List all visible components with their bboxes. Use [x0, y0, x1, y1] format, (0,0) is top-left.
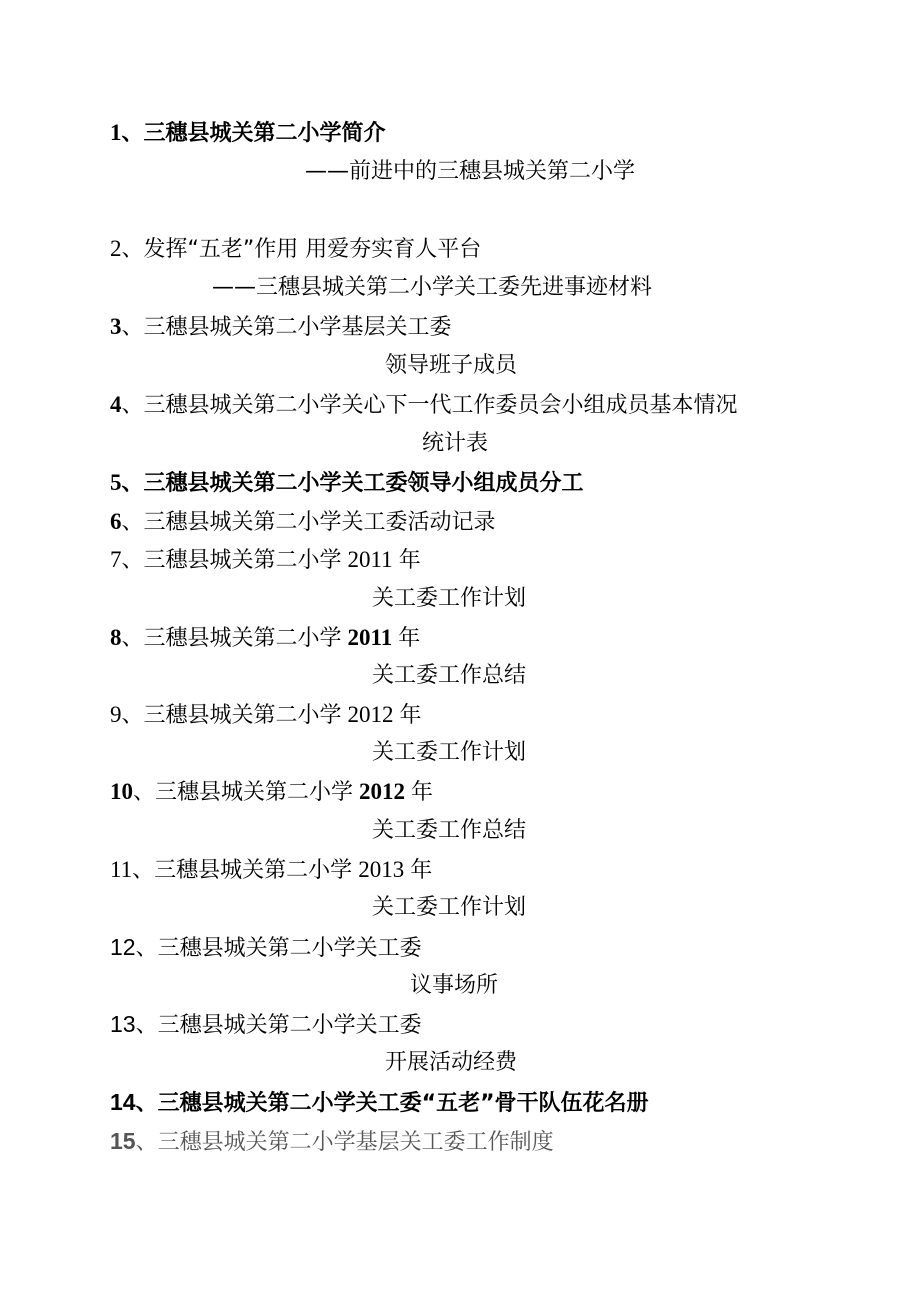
item-title: 三穗县城关第二小学关心下一代工作委员会小组成员基本情况	[143, 393, 738, 418]
toc-subtitle-3: 领导班子成员	[385, 353, 518, 378]
item-separator: 、	[121, 393, 144, 418]
toc-item-7	[110, 545, 421, 575]
item-separator: 、	[132, 858, 155, 883]
item-year-suffix: 年	[399, 703, 422, 728]
item-number: 3	[110, 314, 122, 339]
item-separator: 、	[135, 1091, 158, 1116]
item-number: 11	[110, 857, 133, 882]
item-number: 4	[110, 392, 122, 417]
item-number: 6	[110, 509, 122, 534]
item-year-suffix: 年	[398, 548, 421, 573]
item-separator: 、	[121, 471, 144, 496]
item-separator: 、	[135, 1130, 158, 1155]
item-title: 三穗县城关第二小学	[154, 858, 353, 883]
toc-subtitle-13: 开展活动经费	[385, 1050, 518, 1075]
toc-subtitle-9: 关工委工作计划	[372, 740, 527, 765]
item-separator: 、	[135, 1013, 158, 1038]
toc-subtitle-2: ——三穗县城关第二小学关工委先进事迹材料	[212, 275, 653, 300]
item-title: 三穗县城关第二小学关工委活动记录	[143, 510, 496, 535]
item-title: 发挥“五老”作用 用爱夯实育人平台	[143, 237, 482, 262]
item-title: 三穗县城关第二小学关工委“五老”骨干队伍花名册	[157, 1091, 649, 1116]
item-title: 三穗县城关第二小学	[143, 703, 342, 728]
item-title: 三穗县城关第二小学简介	[143, 121, 386, 146]
item-separator: 、	[121, 510, 144, 535]
toc-item-2	[110, 234, 481, 264]
item-number: 12	[110, 934, 136, 960]
toc-item-12	[110, 932, 422, 962]
toc-item-13	[110, 1009, 422, 1039]
item-separator: 、	[121, 121, 144, 146]
item-separator: 、	[121, 237, 144, 262]
toc-item-11	[110, 855, 432, 885]
item-year-suffix: 年	[410, 858, 433, 883]
item-number: 15	[110, 1128, 136, 1154]
item-title: 三穗县城关第二小学	[143, 626, 342, 651]
item-number: 8	[110, 625, 122, 650]
item-separator: 、	[133, 780, 156, 805]
item-separator: 、	[121, 703, 144, 728]
item-separator: 、	[121, 315, 144, 340]
toc-subtitle-11: 关工委工作计划	[372, 895, 527, 920]
item-year: 2012	[347, 702, 394, 727]
item-number: 2	[110, 236, 122, 261]
item-separator: 、	[121, 548, 144, 573]
item-title: 三穗县城关第二小学	[155, 780, 354, 805]
toc-item-4	[110, 390, 738, 420]
item-number: 10	[110, 779, 133, 804]
item-year-suffix: 年	[398, 626, 421, 651]
item-title: 三穗县城关第二小学	[143, 548, 342, 573]
item-number: 9	[110, 702, 122, 727]
item-number: 7	[110, 547, 122, 572]
toc-subtitle-10: 关工委工作总结	[372, 818, 527, 843]
toc-item-8	[110, 623, 420, 653]
toc-item-10	[110, 777, 433, 807]
item-year: 2011	[347, 547, 393, 572]
toc-subtitle-7: 关工委工作计划	[372, 586, 527, 611]
toc-item-5	[110, 468, 584, 498]
item-title: 三穗县城关第二小学基层关工委工作制度	[157, 1130, 554, 1155]
item-number: 14	[110, 1089, 136, 1115]
item-number: 13	[110, 1011, 136, 1037]
toc-item-6	[110, 507, 496, 537]
item-separator: 、	[121, 626, 144, 651]
item-year: 2011	[347, 625, 393, 650]
toc-item-14	[110, 1087, 649, 1117]
toc-item-9	[110, 700, 422, 730]
toc-subtitle-4: 统计表	[422, 431, 489, 456]
item-number: 5	[110, 470, 122, 495]
toc-subtitle-8: 关工委工作总结	[372, 663, 527, 688]
item-title: 三穗县城关第二小学基层关工委	[143, 315, 452, 340]
item-year-suffix: 年	[411, 780, 434, 805]
toc-subtitle-12: 议事场所	[410, 973, 499, 998]
item-title: 三穗县城关第二小学关工委	[157, 936, 422, 961]
item-title: 三穗县城关第二小学关工委	[157, 1013, 422, 1038]
toc-item-1	[110, 118, 386, 148]
item-separator: 、	[135, 936, 158, 961]
toc-subtitle-1: ——前进中的三穗县城关第二小学	[305, 159, 636, 184]
toc-item-15	[110, 1126, 554, 1156]
toc-item-3	[110, 312, 452, 342]
item-year: 2012	[359, 779, 406, 804]
item-title: 三穗县城关第二小学关工委领导小组成员分工	[143, 471, 584, 496]
item-number: 1	[110, 120, 122, 145]
item-year: 2013	[358, 857, 405, 882]
